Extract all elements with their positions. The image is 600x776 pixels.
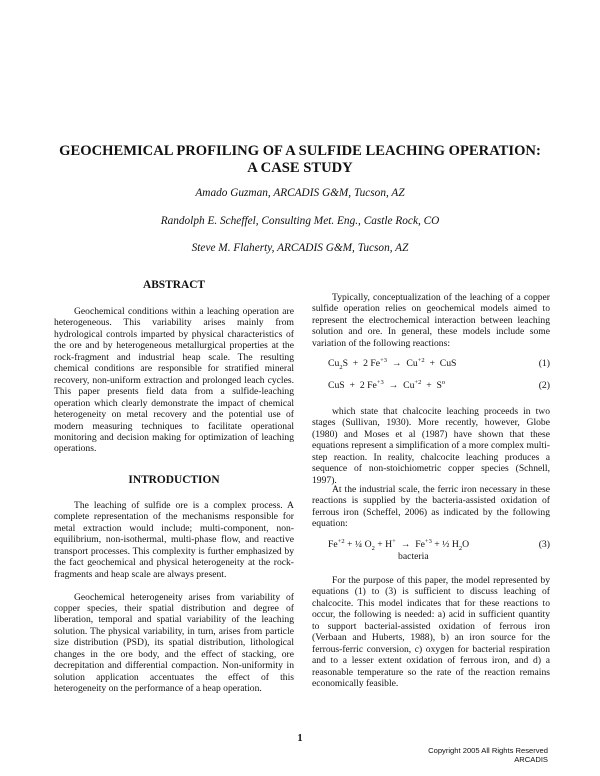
equation-1-number: (1) <box>538 358 550 369</box>
title-line-2: A CASE STUDY <box>247 160 353 176</box>
paper-title <box>40 143 560 177</box>
author-guzman: Amado Guzman, ARCADIS G&M, Tucson, AZ <box>195 187 405 199</box>
title-line-1: GEOCHEMICAL PROFILING OF A SULFIDE LEACHING OPERATION: <box>59 143 541 159</box>
abstract-body <box>54 306 294 466</box>
right-column-bottom <box>312 575 550 701</box>
intro-paragraph-2: Geochemical heterogeneity arises from variability of copper species, their spatial distribution and degree of liberation, temporal and spatial variability of the leaching solution. The physical variability, in turn, arises from particle size distribution (PSD), its spatial distribution, lithological changes in the ore body, and the effect of stacking, ore decrepitation and differential compaction. Non-uniformity in solution application accentuates the effect of this heterogeneity on the performance of a heap operation. <box>54 591 294 695</box>
intro-paragraph-1: The leaching of sulfide ore is a complex process. A complete representation of the mechanisms responsible for metal extraction would include; multi-component, non-equilibrium, non-isothermal, multi-phase flow, and reactive transport processes. This complexity is further emphasized by the fact geochemical and physical heterogeneity at the rock-fragments and heap scale are always present. <box>54 500 294 580</box>
equation-3-catalyst: bacteria <box>398 551 429 562</box>
equation-1-formula: $Cu_2S + 2$ $Fe^{+3} \to Cu^{+2}$ + CuS <box>328 356 457 371</box>
right-paragraph-2: which state that chalcocite leaching proceeds in two stages (Sullivan, 1930). More recently, however, Globe (1980) and Moses et al (1987) have shown that these equations represent a simplification of a more complex multi-step reaction. In reality, chalcocite leaching produces a sequence of non-stoichiometric copper species (Schnell, 1997). <box>312 406 550 486</box>
right-paragraph-3: At the industrial scale, the ferric iron necessary in these reactions is supplied by the bacteria-assisted oxidation of ferrous iron (Scheffel, 2006) as indicated by the following equation: <box>312 484 550 530</box>
footer-org: ARCADIS <box>514 755 548 764</box>
author-scheffel: Randolph E. Scheffel, Consulting Met. Eng., Castle Rock, CO <box>160 215 440 227</box>
right-paragraph-1: Typically, conceptualization of the leaching of a copper sulfide operation relies on geochemical models aimed to represent the electrochemical interaction between leaching solution and ore. In general, these models include some variation of the following reactions: <box>312 292 550 349</box>
author-flaherty: Steve M. Flaherty, ARCADIS G&M, Tucson, AZ <box>191 242 409 254</box>
introduction-body <box>54 500 294 706</box>
right-column-ferric <box>312 484 550 541</box>
equation-2-number: (2) <box>538 380 550 391</box>
equation-2-formula: CuS + 2 $Fe^{+3} \to Cu^{+2} + S^o$ <box>328 378 446 391</box>
page-number: 1 <box>297 733 303 744</box>
right-column-intro <box>312 292 550 361</box>
introduction-heading: INTRODUCTION <box>128 474 220 486</box>
footer-copyright: Copyright 2005 All Rights Reserved <box>428 746 548 755</box>
abstract-heading: ABSTRACT <box>142 279 206 291</box>
right-paragraph-4: For the purpose of this paper, the model represented by equations (1) to (3) is sufficient to discuss leaching of chalcocite. This model indicates that for these reactions to occur, the following is needed: a) acid in sufficient quantity to support bacterial-assisted oxidation of ferrous iron (Verbaan and Huberts, 1988), b) an iron source for the ferrous-ferric conversion, c) oxygen for bacterial respiration and to a lesser extent oxidation of ferrous iron, and d) a reasonable temperature so the rate of the reaction remains economically feasible. <box>312 575 550 690</box>
abstract-paragraph: Geochemical conditions within a leaching operation are heterogeneous. This variability arises mainly from hydrological controls imparted by physical characteristics of the ore and by heterogeneous metallurgical properties at the rock-fragment and industrial heap scale. The resulting chemical conditions are responsible for stratified mineral recovery, non-uniform extraction and prolonged leach cycles. This paper presents field data from a sulfide-leaching operation which clearly demonstrate the impact of chemical heterogeneity on metal recovery and the potential use of modern measuring techniques to facilitate operational monitoring and decision making for optimization of leaching operations. <box>54 306 294 455</box>
equation-3-formula: $Fe^{+2}$ + ¼ $O_2 + H^+ \to Fe^{+3}$ + ½ $H_2O$ <box>328 537 470 552</box>
equation-3-number: (3) <box>538 539 550 550</box>
